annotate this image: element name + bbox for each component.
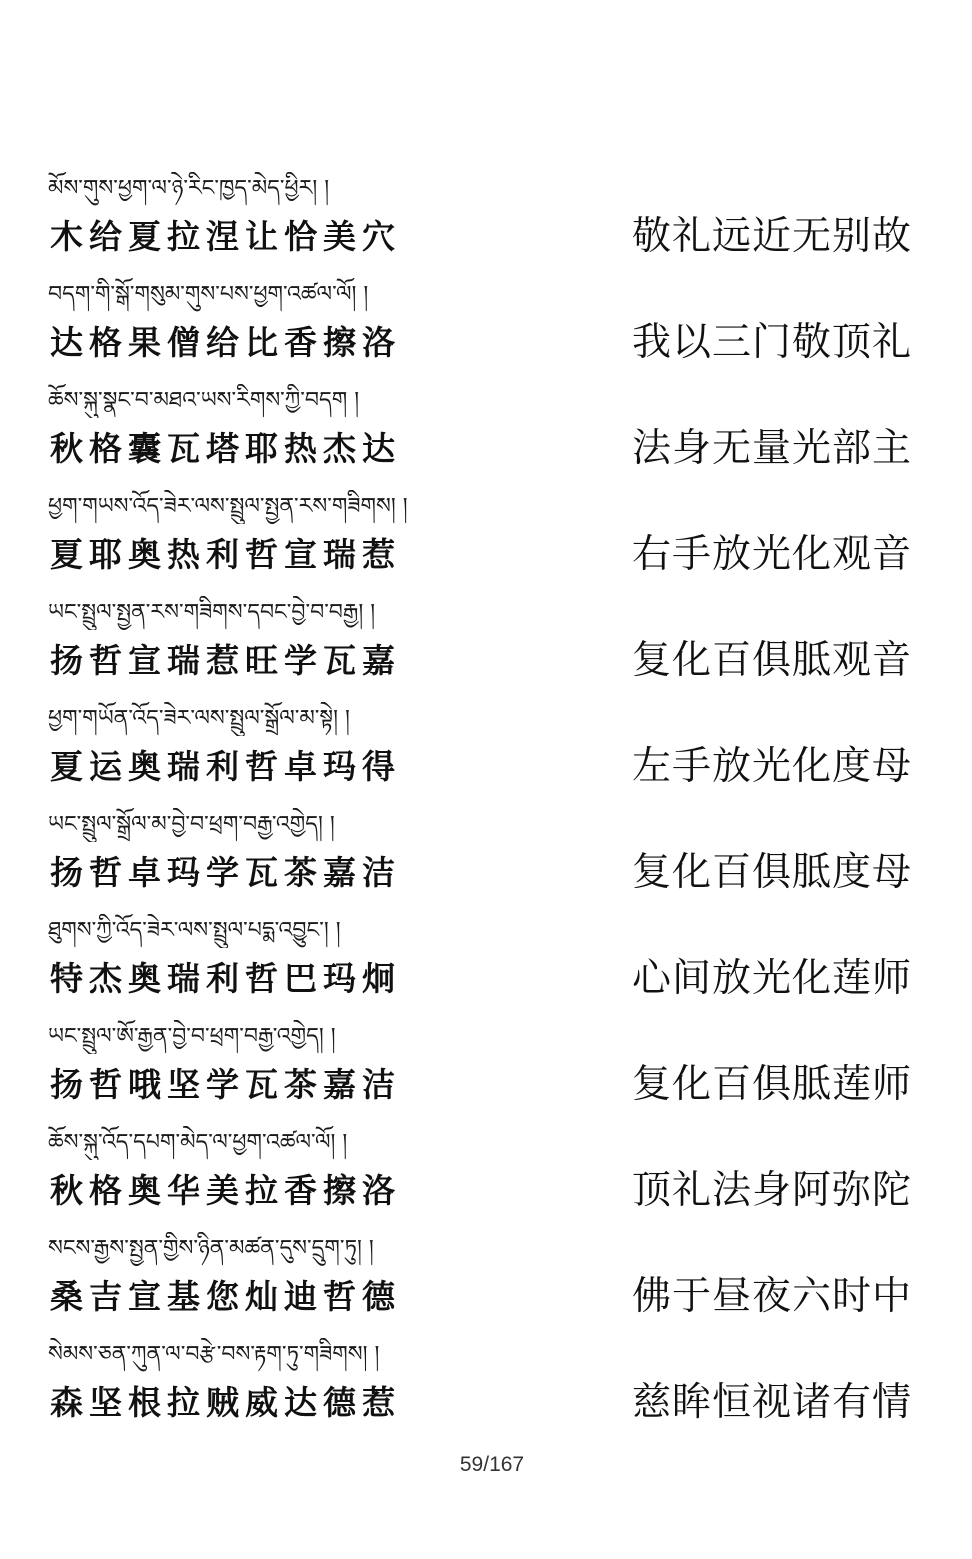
phonetic-line: 森坚根拉贼威达德惹 (50, 1383, 401, 1422)
tibetan-line: ཡང་སྤྲུལ་སྤྱན་རས་གཟིགས་དབང་བྱེ་བ་བརྒྱ། ། (48, 600, 376, 625)
chinese-translation: 左手放光化度母 (632, 744, 913, 789)
chinese-translation: 复化百俱胝莲师 (632, 1062, 913, 1107)
chinese-translation: 右手放光化观音 (632, 532, 913, 577)
tibetan-line: སེམས་ཅན་ཀུན་ལ་བརྩེ་བས་རྟག་ཏུ་གཟིགས། ། (48, 1342, 380, 1367)
phonetic-line: 木给夏拉涅让恰美穴 (50, 217, 401, 256)
verse-3 (0, 384, 972, 490)
tibetan-line: ཡང་སྤྲུལ་སྒྲོལ་མ་བྱེ་བ་ཕྲག་བརྒྱ་འགྱེད། ། (48, 812, 335, 837)
chinese-translation: 复化百俱胝观音 (632, 638, 913, 683)
verse-8 (0, 914, 972, 1020)
tibetan-line: ཆོས་སྐུ་འོད་དཔག་མེད་ལ་ཕྱག་འཚལ་ལོ། ། (48, 1130, 348, 1155)
chinese-translation: 顶礼法身阿弥陀 (632, 1168, 913, 1213)
verse-1 (0, 172, 972, 278)
tibetan-line: བདག་གི་སྒོ་གསུམ་གུས་པས་ཕྱག་འཚལ་ལོ། ། (48, 282, 369, 307)
tibetan-line: ཡང་སྤྲུལ་ཨོ་རྒྱན་བྱེ་བ་ཕྲག་བརྒྱ་འགྱེད། ། (48, 1024, 336, 1049)
verse-11 (0, 1232, 972, 1338)
phonetic-line: 特杰奥瑞利哲巴玛炯 (50, 959, 401, 998)
verse-7 (0, 808, 972, 914)
page-number: 59/167 (459, 1453, 525, 1476)
tibetan-line: མོས་གུས་ཕྱག་ལ་ཉེ་རིང་ཁྱད་མེད་ཕྱིར། ། (48, 176, 330, 201)
chinese-translation: 法身无量光部主 (632, 426, 913, 471)
tibetan-line: ཐུགས་ཀྱི་འོད་ཟེར་ལས་སྤྲུལ་པདྨ་འབྱུང་། ། (48, 918, 341, 943)
chinese-translation: 慈眸恒视诸有情 (632, 1380, 913, 1425)
chinese-translation: 敬礼远近无别故 (632, 214, 913, 259)
tibetan-line: ཆོས་སྐུ་སྣང་བ་མཐའ་ཡས་རིགས་ཀྱི་བདག ། (48, 388, 360, 413)
chinese-translation: 复化百俱胝度母 (632, 850, 913, 895)
verse-9 (0, 1020, 972, 1126)
chinese-translation: 佛于昼夜六时中 (632, 1274, 913, 1319)
phonetic-line: 夏耶奥热利哲宣瑞惹 (50, 535, 401, 574)
tibetan-line: ཕྱག་གཡས་འོད་ཟེར་ལས་སྤྲུལ་སྤྱན་རས་གཟིགས། ། (48, 494, 408, 519)
phonetic-line: 秋格囊瓦塔耶热杰达 (50, 429, 401, 468)
verse-10 (0, 1126, 972, 1232)
tibetan-line: སངས་རྒྱས་སྤྱན་གྱིས་ཉིན་མཚན་དུས་དྲུག་ཏུ། ། (48, 1236, 374, 1261)
tibetan-line: ཕྱག་གཡོན་འོད་ཟེར་ལས་སྤྲུལ་སྒྲོལ་མ་སྟེ། ། (48, 706, 350, 731)
phonetic-line: 桑吉宣基您灿迪哲德 (50, 1277, 401, 1316)
verse-4 (0, 490, 972, 596)
phonetic-line: 达格果僧给比香擦洛 (50, 323, 401, 362)
verse-5 (0, 596, 972, 702)
chinese-translation: 心间放光化莲师 (632, 956, 913, 1001)
verse-6 (0, 702, 972, 808)
phonetic-line: 扬哲卓玛学瓦茶嘉洁 (50, 853, 401, 892)
verse-2 (0, 278, 972, 384)
phonetic-line: 秋格奥华美拉香擦洛 (50, 1171, 401, 1210)
phonetic-line: 夏运奥瑞利哲卓玛得 (50, 747, 401, 786)
phonetic-line: 扬哲哦坚学瓦茶嘉洁 (50, 1065, 401, 1104)
verse-12 (0, 1338, 972, 1444)
chinese-translation: 我以三门敬顶礼 (632, 320, 913, 365)
phonetic-line: 扬哲宣瑞惹旺学瓦嘉 (50, 641, 401, 680)
